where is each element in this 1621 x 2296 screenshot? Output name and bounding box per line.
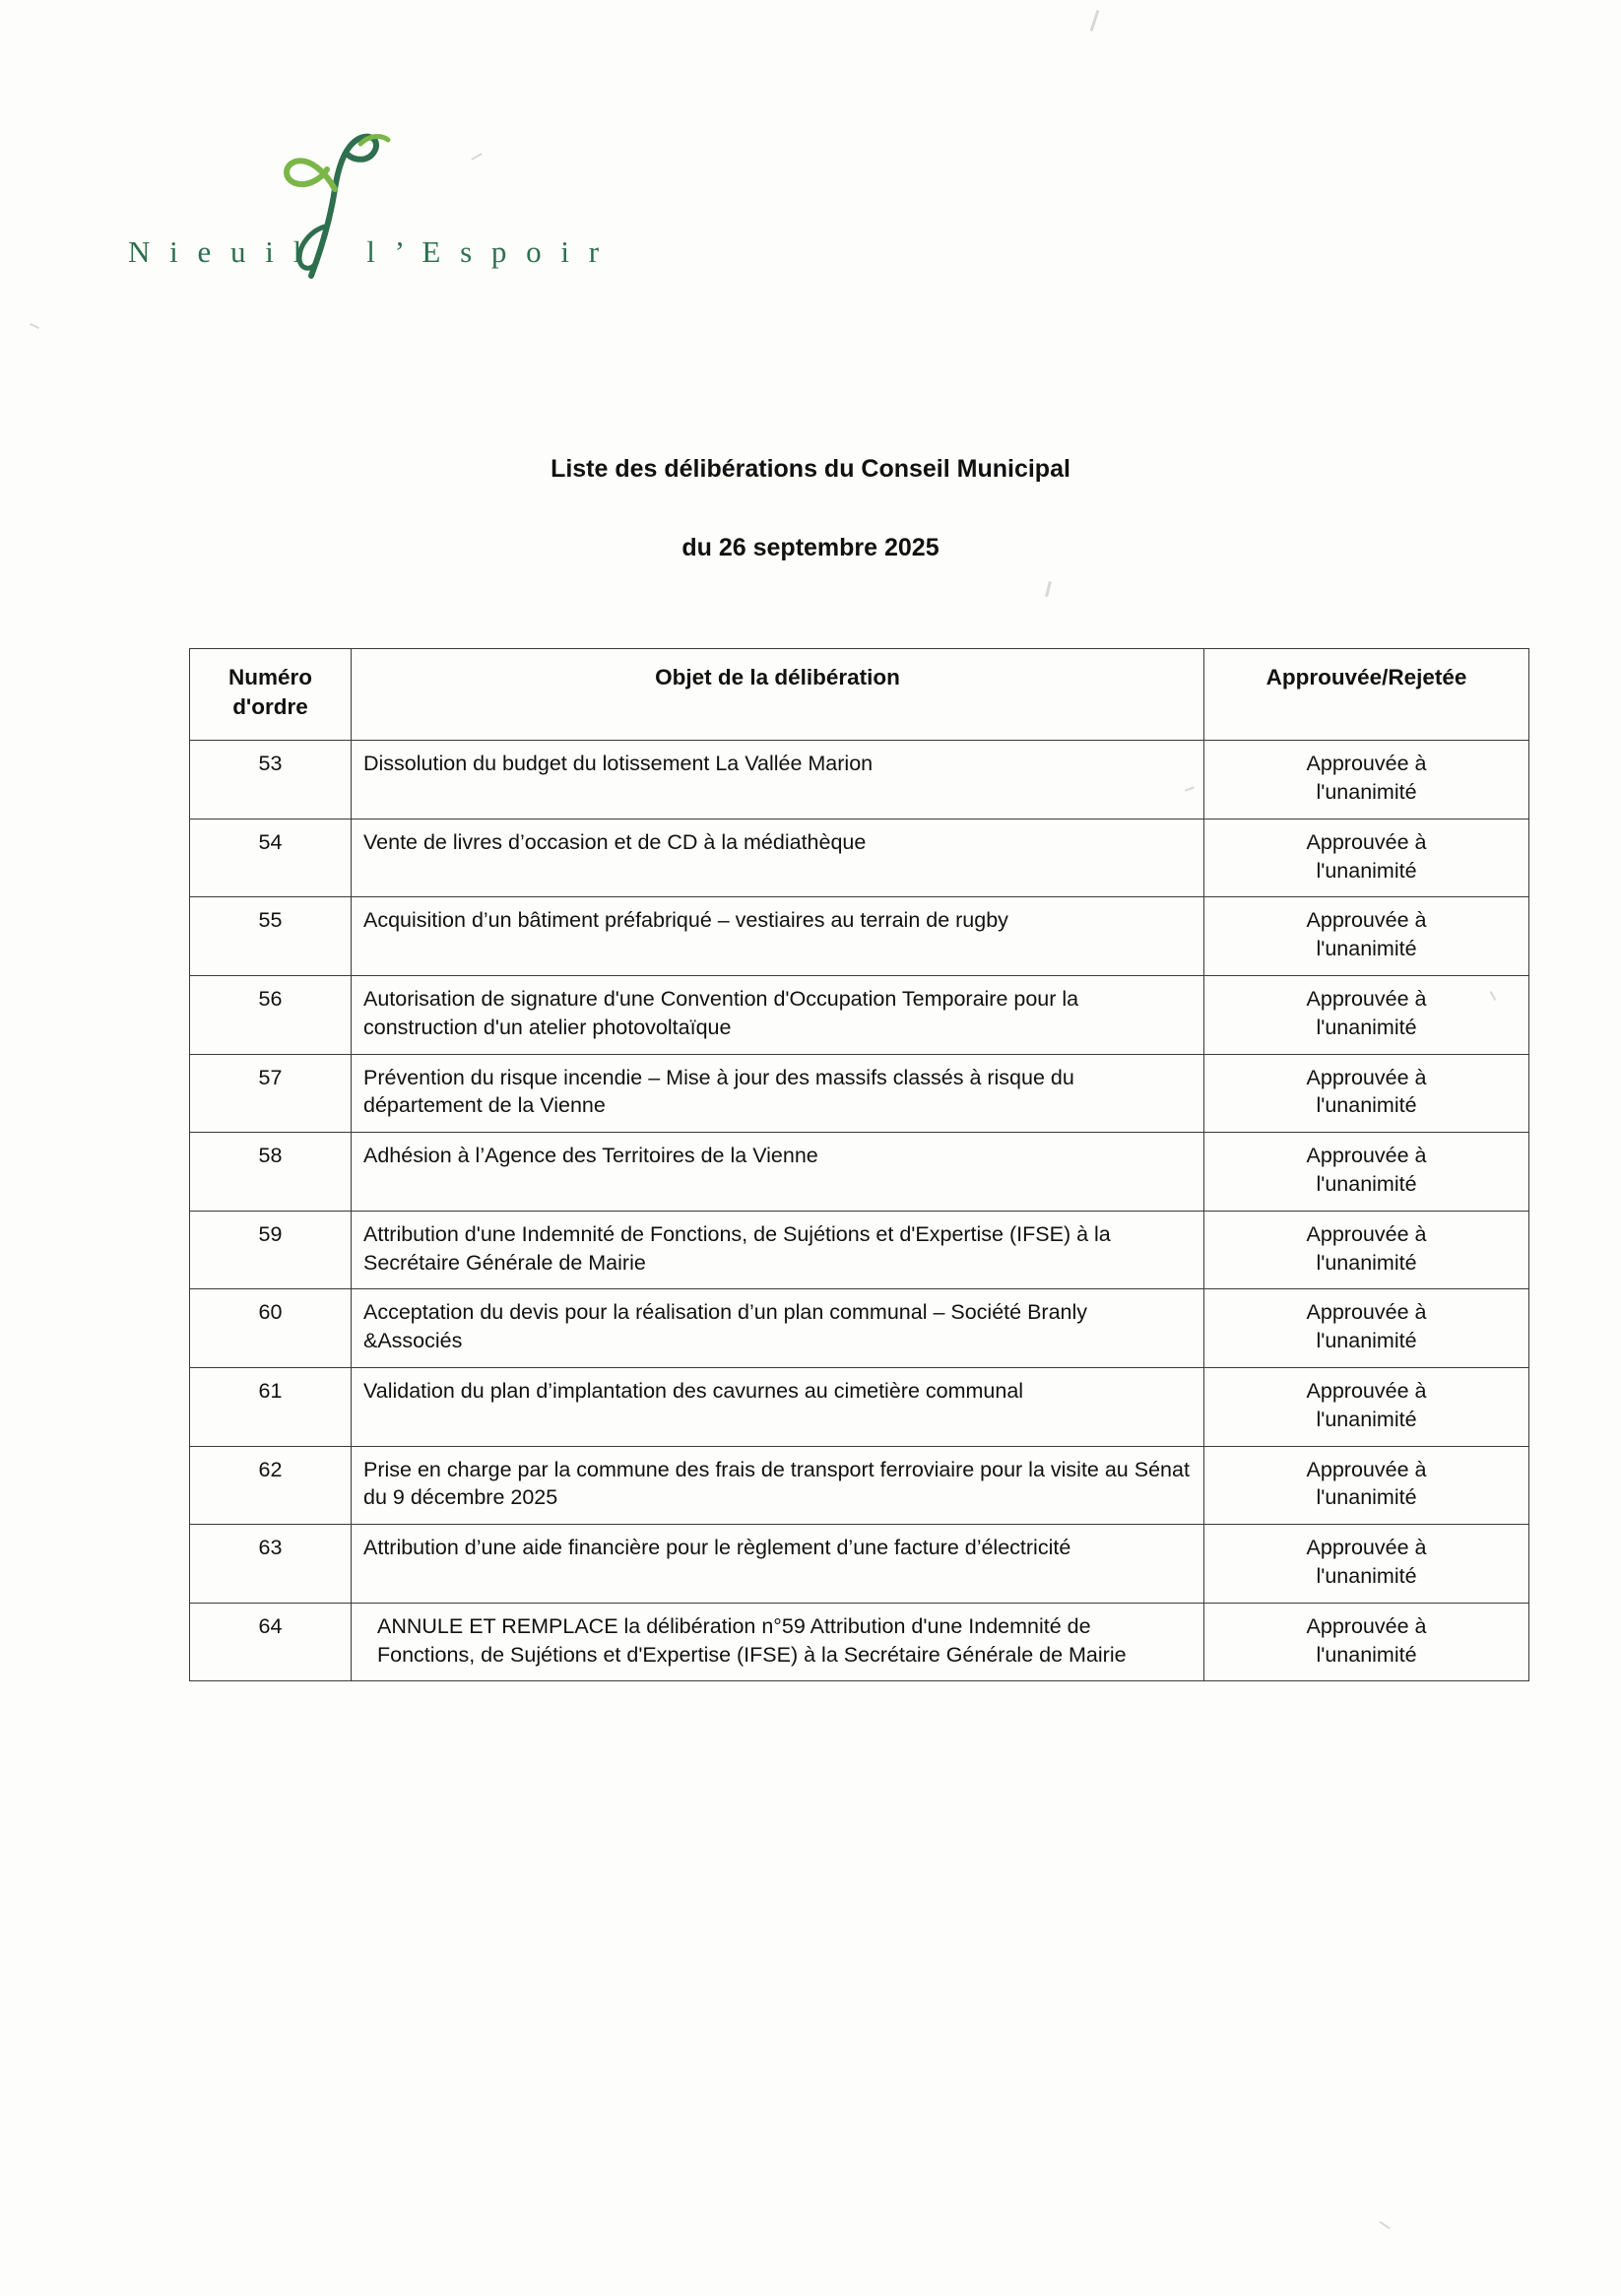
cell-object-text: ANNULE ET REMPLACE la délibération n°59 Attribution d'une Indemnité de Fonctions, de Sujétions et d'Expertise (IFSE) à la Secrétaire Générale de Mairie: [377, 1613, 1127, 1667]
status-line-1: Approuvée à: [1306, 1379, 1427, 1404]
table-row: [190, 1211, 1529, 1289]
cell-status: [1204, 1603, 1529, 1681]
table-row: [190, 1368, 1529, 1447]
cell-status: [1204, 1368, 1529, 1447]
scan-artifact: [1090, 10, 1100, 32]
status-line-2: l'unanimité: [1316, 1642, 1417, 1667]
cell-object: [352, 1603, 1204, 1681]
letterhead: [128, 148, 606, 345]
status-line-2: l'unanimité: [1316, 1015, 1417, 1039]
cell-status: [1204, 1289, 1529, 1368]
town-name: [128, 234, 605, 270]
table-row: [190, 1133, 1529, 1212]
table-header-row: [190, 649, 1529, 741]
cell-number: 57: [190, 1054, 352, 1133]
cell-object: Validation du plan d’implantation des cavurnes au cimetière communal: [352, 1368, 1204, 1447]
table-row: [190, 741, 1529, 820]
status-line-2: l'unanimité: [1316, 1564, 1417, 1589]
status-line-1: Approuvée à: [1306, 752, 1427, 776]
column-header-number-line1: Numéro: [227, 665, 312, 689]
cell-object: Prise en charge par la commune des frais de transport ferroviaire pour la visite au Sénat du 9 décembre 2025: [352, 1446, 1204, 1525]
table-row: [190, 1289, 1529, 1368]
status-line-1: Approuvée à: [1306, 1300, 1427, 1325]
status-line-2: l'unanimité: [1316, 1329, 1417, 1353]
cell-status: [1204, 897, 1529, 976]
table-row: [190, 897, 1529, 976]
cell-object: Prévention du risque incendie – Mise à jour des massifs classés à risque du département de la Vienne: [352, 1054, 1204, 1133]
column-header-number-line2: d'ordre: [232, 694, 308, 720]
status-line-2: l'unanimité: [1316, 1250, 1417, 1275]
cell-number: 64: [190, 1603, 352, 1681]
status-line-1: Approuvée à: [1306, 1065, 1427, 1089]
cell-number: 54: [190, 819, 352, 897]
cell-number: 62: [190, 1446, 352, 1525]
cell-status: [1204, 741, 1529, 820]
cell-status: [1204, 1054, 1529, 1133]
status-line-1: Approuvée à: [1306, 1144, 1427, 1168]
status-line-2: l'unanimité: [1316, 1093, 1417, 1118]
cell-status: [1204, 976, 1529, 1055]
scan-artifact: [30, 323, 39, 329]
status-line-2: l'unanimité: [1316, 858, 1417, 883]
status-line-2: l'unanimité: [1316, 780, 1417, 805]
status-line-1: Approuvée à: [1306, 908, 1427, 933]
cell-number: 55: [190, 897, 352, 976]
table-row: [190, 976, 1529, 1055]
cell-status: [1204, 1133, 1529, 1212]
table-row: [190, 1446, 1529, 1525]
cell-object: Dissolution du budget du lotissement La Vallée Marion: [352, 741, 1204, 820]
cell-status: [1204, 819, 1529, 897]
deliberations-table: [189, 648, 1529, 1681]
cell-number: 58: [190, 1133, 352, 1212]
column-header-number: [190, 649, 352, 741]
cell-object: Acceptation du devis pour la réalisation d’un plan communal – Société Branly &Associés: [352, 1289, 1204, 1368]
status-line-1: Approuvée à: [1306, 829, 1427, 854]
status-line-1: Approuvée à: [1306, 1613, 1427, 1638]
status-line-1: Approuvée à: [1306, 1457, 1427, 1481]
cell-number: 53: [190, 741, 352, 820]
cell-status: [1204, 1446, 1529, 1525]
status-line-1: Approuvée à: [1306, 987, 1427, 1012]
status-line-1: Approuvée à: [1306, 1221, 1427, 1246]
town-name-part2: l ’ E s p o i r: [366, 234, 606, 269]
deliberations-table-wrapper: [189, 648, 1528, 1681]
cell-number: 56: [190, 976, 352, 1055]
cell-number: 63: [190, 1525, 352, 1604]
cell-object: Attribution d’une aide financière pour le règlement d’une facture d’électricité: [352, 1525, 1204, 1604]
scan-artifact: [1380, 2221, 1391, 2230]
table-row: [190, 1525, 1529, 1604]
cell-object: Vente de livres d’occasion et de CD à la médiathèque: [352, 819, 1204, 897]
table-body: [190, 741, 1529, 1681]
cell-number: 59: [190, 1211, 352, 1289]
cell-status: [1204, 1211, 1529, 1289]
cell-object: Adhésion à l’Agence des Territoires de la Vienne: [352, 1133, 1204, 1212]
status-line-1: Approuvée à: [1306, 1536, 1427, 1560]
cell-status: [1204, 1525, 1529, 1604]
table-row: [190, 1054, 1529, 1133]
column-header-status: Approuvée/Rejetée: [1204, 649, 1529, 741]
page-subtitle: du 26 septembre 2025: [681, 534, 940, 561]
cell-number: 61: [190, 1368, 352, 1447]
table-row: [190, 819, 1529, 897]
status-line-2: l'unanimité: [1316, 1485, 1417, 1510]
column-header-object: Objet de la délibération: [352, 649, 1204, 741]
table-row: [190, 1603, 1529, 1681]
town-name-part1: N i e u i l: [128, 234, 308, 269]
page-title: Liste des délibérations du Conseil Municipal: [551, 455, 1070, 483]
cell-object: Acquisition d’un bâtiment préfabriqué – vestiaires au terrain de rugby: [352, 897, 1204, 976]
scan-artifact: [1045, 581, 1052, 597]
cell-object: Autorisation de signature d'une Convention d'Occupation Temporaire pour la construction d'un atelier photovoltaïque: [352, 976, 1204, 1055]
status-line-2: l'unanimité: [1316, 1407, 1417, 1431]
cell-number: 60: [190, 1289, 352, 1368]
status-line-2: l'unanimité: [1316, 937, 1417, 961]
status-line-2: l'unanimité: [1316, 1172, 1417, 1197]
cell-object: Attribution d'une Indemnité de Fonctions, de Sujétions et d'Expertise (IFSE) à la Secrétaire Générale de Mairie: [352, 1211, 1204, 1289]
